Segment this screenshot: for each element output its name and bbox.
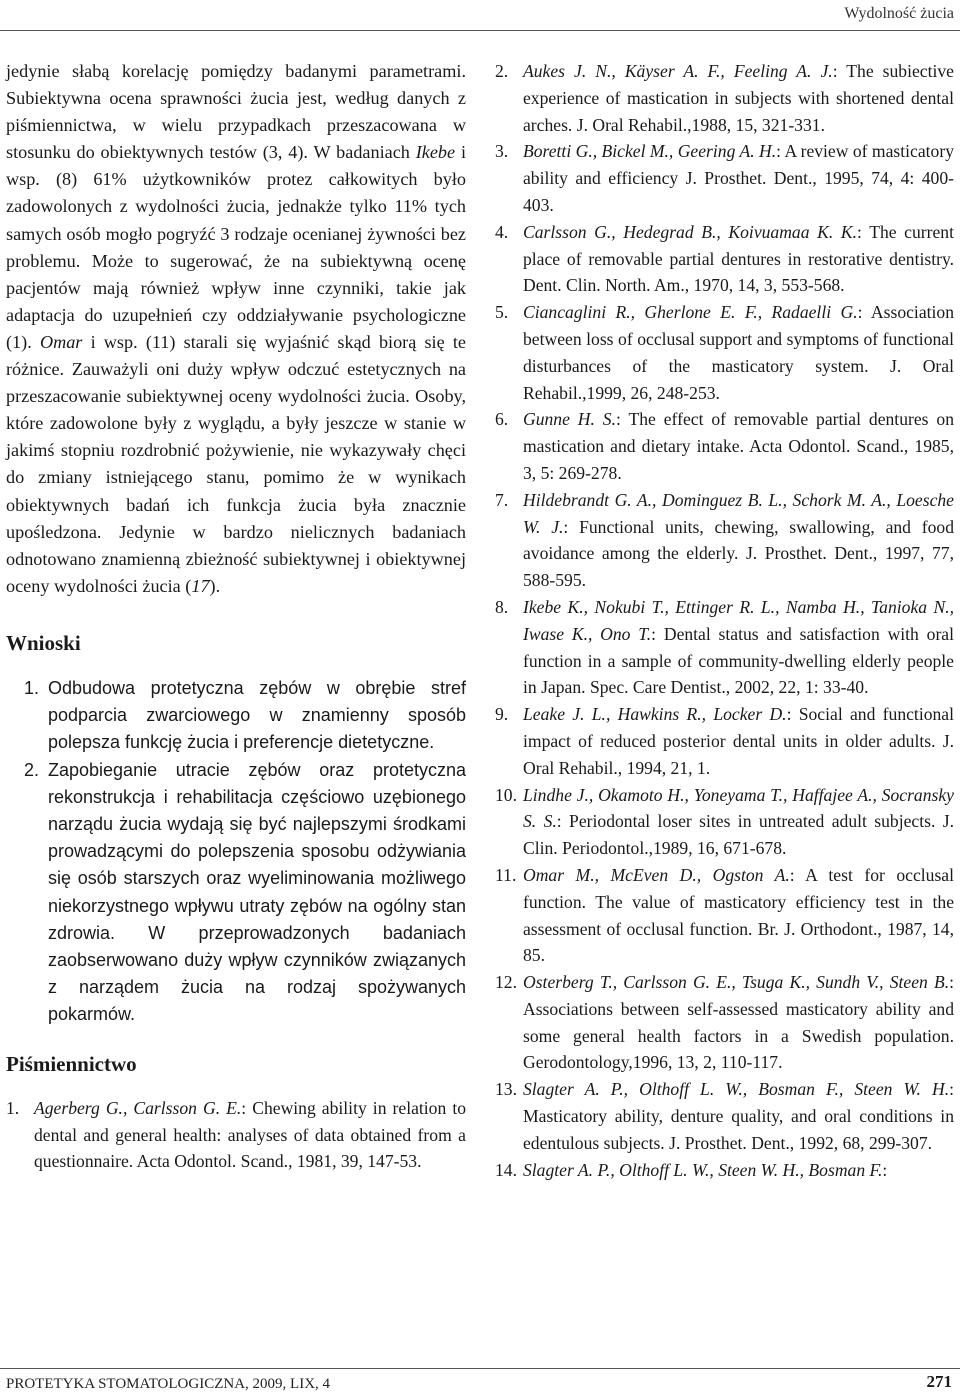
reference-item: 1. Agerberg G., Carlsson G. E.: Chewing ability in relation to dental and general health: analyses of data obtained from a questionnaire. Acta Odontol. Scand., 1981, 39, 147-53. (6, 1097, 467, 1172)
reference-item: 12. Osterberg T., Carlsson G. E., Tsuga K., Sundh V., Steen B.: Associations between self-assessed masticatory ability and some general health factors in a Swedish population. Gerodontology,1996, 13, 2, 110-117. (495, 972, 954, 1073)
reference-item: 13. Slagter A. P., Olthoff L. W., Bosman F., Steen W. H.: Masticatory ability, denture quality, and oral conditions in edentulous subjects. J. Prosthet. Dent., 1992, 68, 299-307. (495, 1079, 954, 1153)
reference-item: 4. Carlsson G., Hedegrad B., Koivuamaa K. K.: The current place of removable partial dentures in restorative dentistry. Dent. Clin. North. Am., 1970, 14, 3, 553-568. (495, 221, 954, 296)
reference-item: 11. Omar M., McEven D., Ogston A.: A test for occlusal function. The value of masticatory efficiency test in the assessment of occlusal function. Br. J. Orthodont., 1987, 14, 85. (495, 864, 954, 966)
reference-item: 5. Ciancaglini R., Gherlone E. F., Radaelli G.: Association between loss of occlusal support and symptoms of functional disturbances of the masticatory system. J. Oral Rehabil.,1999, 26, 248-253. (495, 302, 954, 403)
conclusions-heading: Wnioski (6, 630, 81, 655)
journal-citation: PROTETYKA STOMATOLOGICZNA, 2009, LIX, 4 (6, 1376, 331, 1392)
reference-item: 9. Leake J. L., Hawkins R., Locker D.: Social and functional impact of reduced posterior dental units in older adults. J. Oral Rehabil., 1994, 21, 1. (495, 704, 954, 778)
reference-item: 10. Lindhe J., Okamoto H., Yoneyama T., Haffajee A., Socransky S. S.: Periodontal loser sites in untreated adult subjects. J. Clin. Periodontol.,1989, 16, 671-678. (495, 784, 954, 859)
reference-item: 8. Ikebe K., Nokubi T., Ettinger R. L., Namba H., Tanioka N., Iwase K., Ono T.: Dental status and satisfaction with oral function in a sample of community-dwelling elderly people in Japan. Spec. Care Dentist., 2002, 22, 1: 33-40. (495, 596, 954, 698)
reference-item: 2. Aukes J. N., Käyser A. F., Feeling A. J.: The subiective experience of mastication in subjects with shortened dental arches. J. Oral Rehabil.,1988, 15, 321-331. (495, 61, 954, 135)
page-number: 271 (926, 1372, 952, 1391)
reference-item: 3. Boretti G., Bickel M., Geering A. H.: A review of masticatory ability and efficiency J. Prosthet. Dent., 1995, 74, 4: 400-403. (495, 141, 954, 215)
right-column (495, 58, 954, 1183)
footer-divider (0, 1368, 960, 1369)
conclusion-item: 1. Odbudowa protetyczna zębów w obrębie stref podparcia zwarciowego w znamienny sposób polepsza funkcję żucia i preferencje dietetyczne. (24, 677, 466, 753)
header-divider (0, 30, 960, 31)
left-column (6, 58, 466, 1175)
running-title: Wydolność żucia (844, 5, 954, 22)
reference-item: 6. Gunne H. S.: The effect of removable partial dentures on mastication and dietary intake. Acta Odontol. Scand., 1985, 3, 5: 269-278. (495, 409, 954, 483)
conclusion-item: 2. Zapobieganie utracie zębów oraz protetyczna rekonstrukcja i rehabilitacja częściowo uzębionego narządu żucia wydają się być najlepszymi środkami prowadzącymi do polepszenia sposobu odżywiania się osób starszych oraz wyeliminowania możliwego niekorzystnego wpływu utraty zębów na ogólny stan zdrowia. W przeprowadzonych badaniach zaobserwowano duży wpływ czynników związanych z narządem żucia na rodzaj spożywanych pokarmów. (24, 759, 466, 1025)
references-heading: Piśmiennictwo (6, 1051, 137, 1076)
body-paragraph: jedynie słabą korelację pomiędzy badanymi parametrami. Subiektywna ocena sprawności żucia jest, według danych z piśmiennictwa, w wielu przypadkach przeszacowana w stosunku do obiektywnych testów (3, 4). W badaniach Ikebe i wsp. (8) 61% użytkowników protez całkowitych było zadowolonych z wydolności żucia, jednakże tylko 11% tych samych osób mogło pogryźć 3 rodzaje ocenianej żywności bez problemu. Może to sugerować, że na subiektywną ocenę pacjentów mają również wpływ inne czynniki, takie jak adaptacja do uzupełnień czy oddziaływanie psychologiczne (1). Omar i wsp. (11) starali się wyjaśnić skąd biorą się te różnice. Zauważyli oni duży wpływ odczuć estetycznych na przeszacowanie subiektywnej oceny wydolności żucia. Osoby, które zadowolone były z wyglądu, a były jeszcze w stanie w jakimś stopniu rozdrobnić pożywienie, nie wykazywały chęci do zmiany istniejącego stanu, pomimo że w wynikach obiektywnych badań ich funkcja żucia była znacznie upośledzona. Jedynie w bardzo nielicznych badaniach odnotowano znamienną zbieżność subiektywnej i obiektywnej oceny wydolności żucia (17). (6, 61, 467, 596)
reference-item: 14. Slagter A. P., Olthoff L. W., Steen W. H., Bosman F.: (495, 1159, 888, 1180)
reference-item: 7. Hildebrandt G. A., Dominguez B. L., Schork M. A., Loesche W. J.: Functional units, chewing, swallowing, and food avoidance among the elderly. J. Prosthet. Dent., 1997, 77, 588-595. (495, 489, 954, 591)
